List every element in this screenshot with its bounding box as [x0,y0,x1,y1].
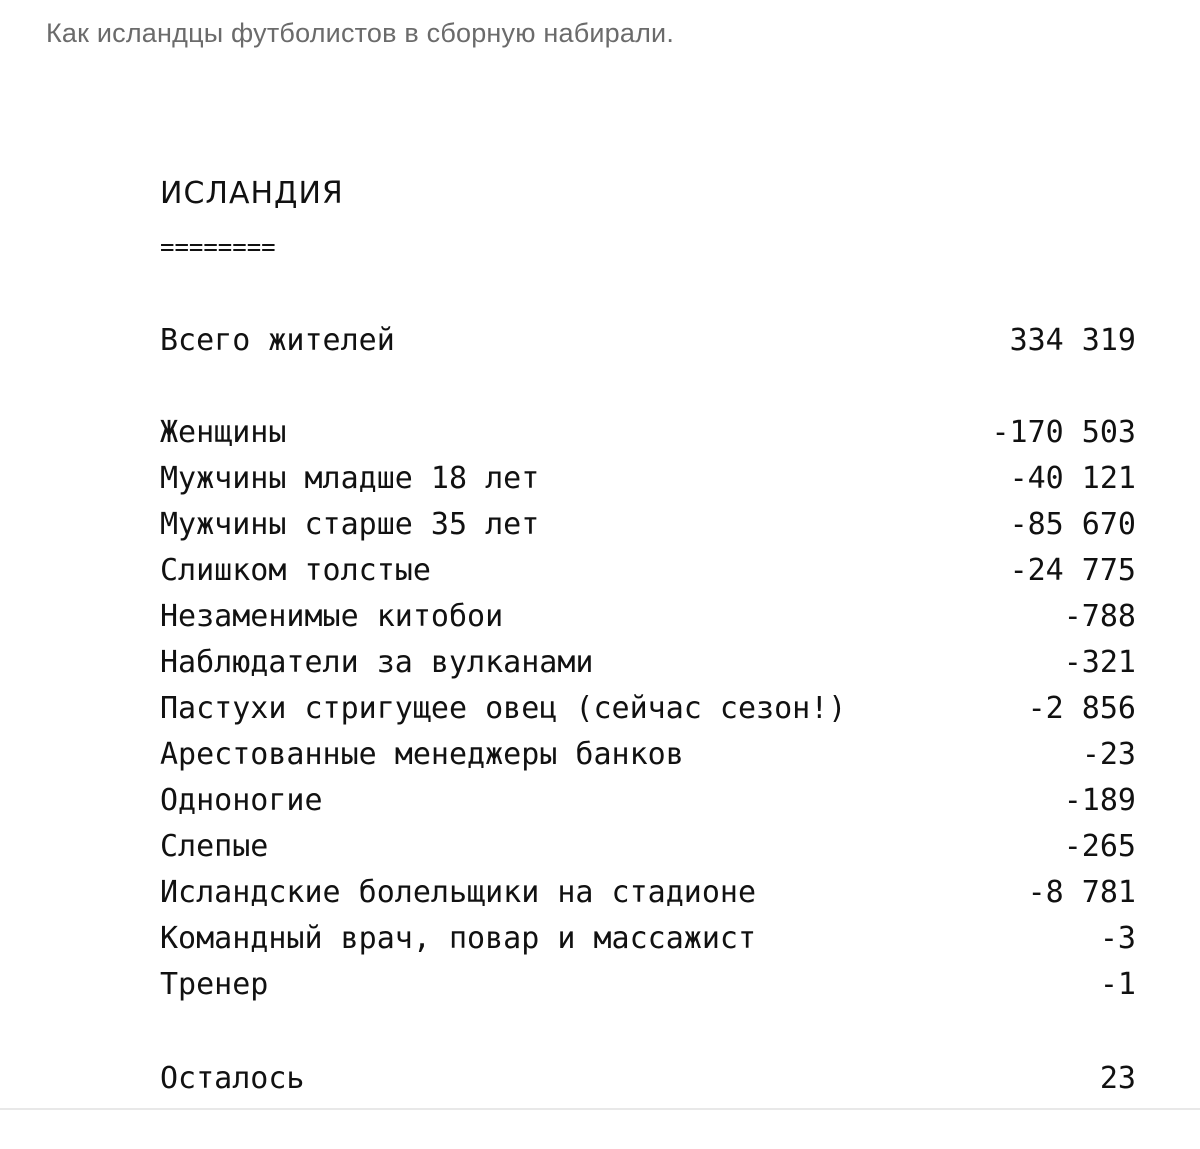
row-label: Пастухи стригущее овец (сейчас сезон!) [160,690,847,726]
row-label: Мужчины младше 18 лет [160,460,540,496]
row-label: Тренер [160,966,269,1002]
list-item [160,872,1136,912]
list-item [160,412,1136,452]
row-label: Незаменимые китобои [160,598,504,634]
row-value: -788 [1063,598,1136,634]
title-underline: ======== [160,233,276,261]
row-value: -265 [1063,828,1136,864]
row-label: Слепые [160,828,269,864]
row-value: -23 [1081,736,1136,772]
row-label: Женщины [160,414,287,450]
row-value: -2 856 [1027,690,1136,726]
row-label: Мужчины старше 35 лет [160,506,540,542]
row-value: -40 121 [1009,460,1136,496]
list-item [160,550,1136,590]
list-item [160,918,1136,958]
list-item [160,642,1136,682]
list-item [160,688,1136,728]
row-label: Одноногие [160,782,323,818]
row-label: Арестованные менеджеры банков [160,736,684,772]
row-label: Осталось [160,1060,305,1096]
row-value: 334 319 [1009,322,1136,358]
row-label: Исландские болельщики на стадионе [160,874,757,910]
row-value: -1 [1099,966,1136,1002]
row-label: Всего жителей [160,322,395,358]
total-row [160,320,1136,360]
row-value: -170 503 [991,414,1136,450]
row-value: -85 670 [1009,506,1136,542]
list-item [160,964,1136,1004]
row-value: -8 781 [1027,874,1136,910]
list-item [160,596,1136,636]
result-row [160,1058,1136,1098]
list-item [160,734,1136,774]
list-item [160,826,1136,866]
row-label: Слишком толстые [160,552,431,588]
document-title: ИСЛАНДИЯ [160,176,344,211]
list-item [160,780,1136,820]
row-label: Наблюдатели за вулканами [160,644,594,680]
list-item [160,458,1136,498]
list-item [160,504,1136,544]
image-bottom-border [0,1108,1200,1110]
row-label: Командный врач, повар и массажист [160,920,757,956]
row-value: -189 [1063,782,1136,818]
row-value: -24 775 [1009,552,1136,588]
row-value: 23 [1099,1060,1136,1096]
row-value: -3 [1099,920,1136,956]
row-value: -321 [1063,644,1136,680]
post-caption: Как исландцы футболистов в сборную набирали. [46,18,675,48]
